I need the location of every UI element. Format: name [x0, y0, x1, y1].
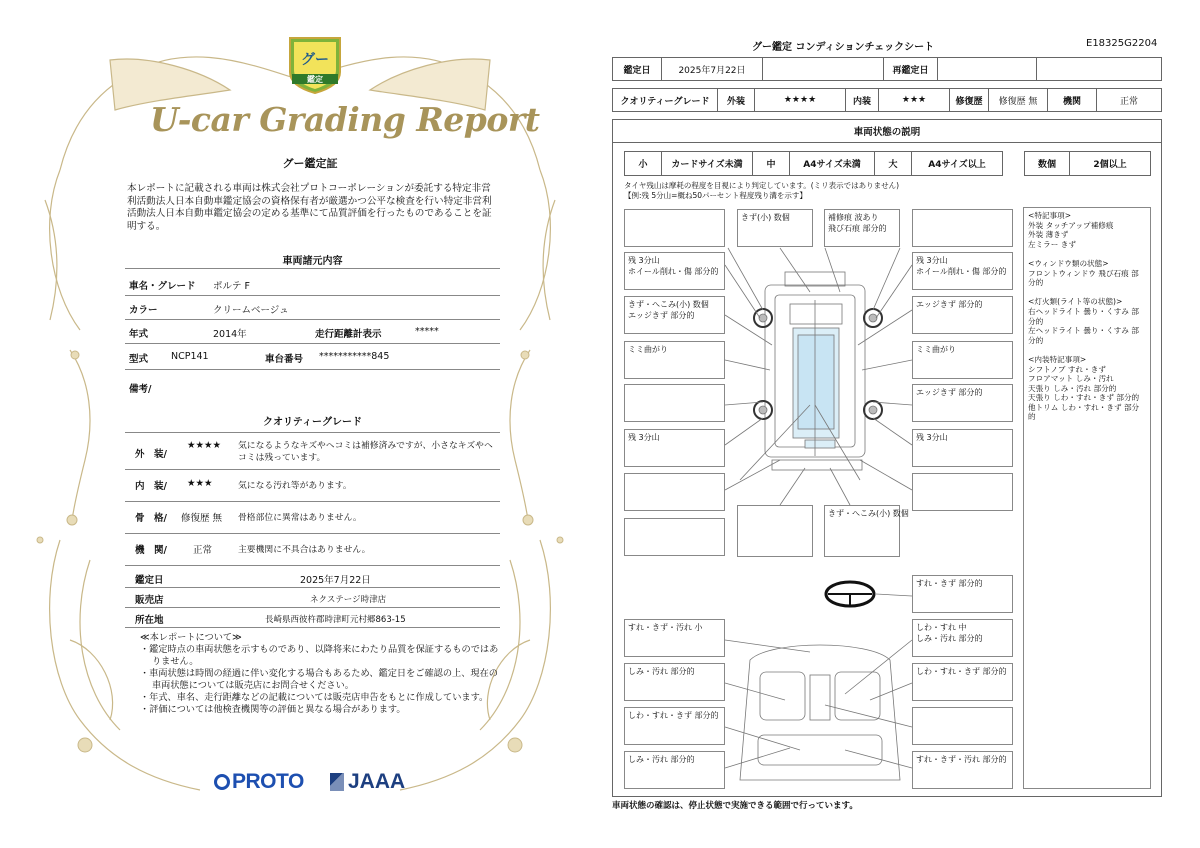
size-small-desc-cell: カードサイズ未満 [661, 151, 753, 176]
info-row-dealer: 販売店 ネクステージ時津店 [125, 588, 500, 608]
footer-logos [214, 770, 414, 800]
grade-row-exterior: 外 装/ ★★★★ 気になるようなキズやヘコミは補修済みですが、小さなキズやヘコミは残っています。 [125, 436, 500, 470]
condition-box-rr-tire: 残 3分山 [912, 429, 1013, 467]
note-item: ・評価については他検査機関等の評価と異なる場合があります。 [140, 704, 406, 715]
engine-value-cell: 正常 [1096, 88, 1162, 112]
condition-box-right-front-door: エッジきず 部分的 [912, 296, 1013, 334]
condition-box-right-mid: エッジきず 部分的 [912, 384, 1013, 422]
engine-label-cell: 機関 [1047, 88, 1097, 112]
tire-note-2: 【例:残 5分山=概ね50パーセント程度残り溝を示す】 [624, 191, 807, 200]
condition-box-steering: すれ・きず 部分的 [912, 575, 1013, 613]
sheet-title: グー鑑定 コンディションチェックシート [752, 42, 935, 53]
condition-box [624, 518, 725, 556]
side-note-line: <特記事項> [1028, 211, 1072, 220]
condition-box-interior-left-1: すれ・きず・汚れ 小 [624, 619, 725, 657]
svg-text:グー: グー [301, 52, 329, 68]
condition-box [912, 209, 1013, 247]
condition-box-interior-right-2: しわ・すれ・きず 部分的 [912, 663, 1013, 701]
sheet-footer-note: 車両状態の確認は、停止状態で実施できる範囲で行っています。 [612, 801, 858, 811]
condition-box-interior-left-3: しわ・すれ・きず 部分的 [624, 707, 725, 745]
exterior-stars-cell: ★★★★ [754, 88, 846, 112]
spec-row-color: カラー クリームベージュ [125, 296, 500, 320]
size-large-desc-cell: A4サイズ以上 [911, 151, 1003, 176]
interior-label-cell: 内装 [845, 88, 879, 112]
certificate-title: グー鑑定証 [282, 157, 338, 170]
side-note-line: <内装特記事項> [1028, 354, 1087, 364]
size-small-cell: 小 [624, 151, 662, 176]
spec-row-remarks: 備考/ [129, 384, 152, 395]
size-mid-desc-cell: A4サイズ未満 [789, 151, 875, 176]
grade-row-engine: 機 関/ 正常 主要機関に不具合はありません。 [125, 534, 500, 566]
condition-box-right-rear-door: ミミ曲がり [912, 341, 1013, 379]
side-note-line: フロントウィンドウ 飛び石痕 部分的 [1028, 268, 1139, 288]
count-label-cell: 数個 [1024, 151, 1070, 176]
size-mid-cell: 中 [752, 151, 790, 176]
side-note-line: 右ヘッドライト 曇り・くすみ 部分的 [1028, 306, 1139, 326]
condition-box-front-top-2: 補修痕 波あり 飛び石痕 部分的 [824, 209, 900, 247]
grade-row-frame: 骨 格/ 修復歴 無 骨格部位に異常はありません。 [125, 502, 500, 534]
spec-row-year: 年式 2014年 走行距離計表示 ***** [125, 320, 500, 344]
condition-box-left-front-door: きず・へこみ(小) 数個 エッジきず 部分的 [624, 296, 725, 334]
condition-box-rear-bottom: きず・へこみ(小) 数個 [824, 505, 900, 557]
side-note-line: 外装 薄きず [1028, 230, 1069, 240]
condition-box [737, 505, 813, 557]
reinspect-label-cell: 再鑑定日 [883, 57, 938, 81]
quality-label-cell: クオリティーグレード [612, 88, 718, 112]
grade-row-interior: 内 装/ ★★★ 気になる汚れ等があります。 [125, 470, 500, 502]
report-notes: ≪本レポートについて≫ ・鑑定時点の車両状態を示すものであり、以降将来にわたり品質を保証するものではありません。 ・車両状態は時間の経過に伴い変化する場合もあるため、鑑定日をご確認の上、現在の車両状態については販売店にお問合せください。 ・年式、車名、走行距離などの記載については販売店申告をもとに作成しています。 ・評価については他検査機関等の評価と異なる場合があります。 [140, 632, 499, 715]
side-note-line: 天張り しわ・すれ・きず 部分的 [1028, 393, 1140, 403]
condition-box [624, 473, 725, 511]
certificate-intro: 本レポートに記載される車両は株式会社プロトコーポレーションが委託する特定非営利活動法人日本自動車鑑定協会の資格保有者が厳選かつ公平な検査を行い特定非営利活動法人日本自動車鑑定協会の定める基準にて品質評価を行ったものであることを証明する。 [127, 183, 492, 232]
side-note-line: 左ヘッドライト 曇り・くすみ 部分的 [1028, 326, 1139, 345]
condition-box-lr-tire: 残 3分山 [624, 429, 725, 467]
side-note-line: 外装 タッチアップ補修痕 [1028, 220, 1114, 230]
info-row-address: 所在地 長崎県西彼杵郡時津町元村郷863-15 [125, 608, 500, 628]
interior-stars-cell: ★★★ [878, 88, 950, 112]
condition-box [912, 473, 1013, 511]
size-large-cell: 大 [874, 151, 912, 176]
special-notes-panel [1023, 207, 1151, 789]
condition-box [624, 384, 725, 422]
repair-label-cell: 修復歴 [949, 88, 989, 112]
report-script-title: U-car Grading Report [150, 100, 540, 139]
condition-box [624, 209, 725, 247]
note-item: ・鑑定時点の車両状態を示すものであり、以降将来にわたり品質を保証するものではありません。 [140, 644, 499, 667]
tire-note-1: タイヤ残山は摩耗の程度を目視により判定しています。(ミリ表示ではありません) [624, 181, 900, 190]
condition-check-sheet [600, 0, 1200, 848]
grade-heading: クオリティーグレード [263, 417, 362, 428]
count-value-cell: 2個以上 [1069, 151, 1151, 176]
sheet-id: E18325G2204 [1086, 38, 1158, 49]
info-row-date: 鑑定日 2025年7月22日 [125, 568, 500, 588]
jaaa-logo: JAAA [330, 770, 405, 794]
proto-logo: PROTO [214, 770, 304, 794]
note-item: ・年式、車名、走行距離などの記載については販売店申告をもとに作成しています。 [140, 692, 489, 703]
side-note-line: フロアマット しみ・汚れ [1028, 374, 1114, 384]
side-note-line: 天張り しみ・汚れ 部分的 [1028, 383, 1117, 393]
badge-label: 鑑定 [307, 75, 323, 84]
condition-box-interior-left-4: しみ・汚れ 部分的 [624, 751, 725, 789]
exterior-label-cell: 外装 [717, 88, 755, 112]
side-note-line: <ウィンドウ類の状態> [1028, 258, 1109, 268]
note-item: ・車両状態は時間の経過に伴い変化する場合もあるため、鑑定日をご確認の上、現在の車両状態については販売店にお問合せください。 [140, 668, 498, 691]
side-note-line: 他トリム しわ・すれ・きず 部分的 [1028, 402, 1140, 422]
condition-box-interior-right-1: しわ・すれ 中 しみ・汚れ 部分的 [912, 619, 1013, 657]
condition-box-left-rear-door: ミミ曲がり [624, 341, 725, 379]
side-note-line: <灯火類(ライト等の状態)> [1028, 297, 1123, 307]
date-label-cell: 鑑定日 [612, 57, 662, 81]
condition-box [912, 707, 1013, 745]
condition-heading: 車両状態の説明 [612, 119, 1162, 143]
side-note-line: 左ミラー きず [1028, 239, 1076, 249]
specs-heading: 車両諸元内容 [282, 256, 343, 267]
condition-box-rf-tire: 残 3分山 ホイール削れ・傷 部分的 [912, 252, 1013, 290]
date-value-cell: 2025年7月22日 [661, 57, 763, 81]
condition-box-front-top-1: きず(小) 数個 [737, 209, 813, 247]
spec-row-model: 型式 NCP141 車台番号 ***********845 [125, 344, 500, 370]
condition-box-lf-tire: 残 3分山 ホイール削れ・傷 部分的 [624, 252, 725, 290]
spec-row-car-name: 車名・グレード ポルテ F [125, 272, 500, 296]
repair-value-cell: 修復歴 無 [988, 88, 1048, 112]
condition-box-interior-right-4: すれ・きず・汚れ 部分的 [912, 751, 1013, 789]
side-note-line: シフトノブ すれ・きず [1028, 364, 1106, 374]
condition-box-interior-left-2: しみ・汚れ 部分的 [624, 663, 725, 701]
